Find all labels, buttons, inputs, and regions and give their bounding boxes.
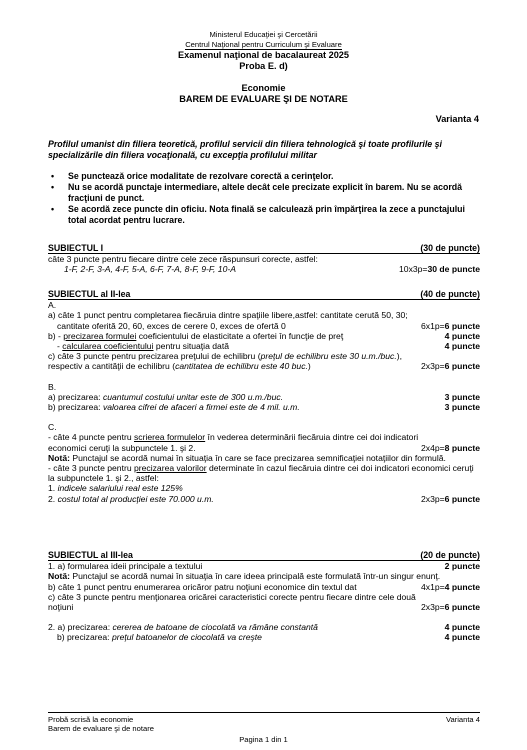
s3-item-c-line1: c) câte 3 puncte pentru menţionarea oricărei caracteristici corecte pentru fiecare dintre cele două [48,591,416,602]
section-3-title: SUBIECTUL al III-lea [48,550,133,560]
s3-item-c-points: 6 puncte [444,602,480,613]
ministry: Ministerul Educaţiei şi Cercetării [209,30,318,39]
part-c-2-calc: 2x4p= [421,442,445,453]
s3-note-text: Punctajul se acordă numai în situaţia în care ideea principală este formulată într-un singur enunţ. [69,571,441,582]
s3-item-2b-points: 4 puncte [444,632,480,643]
s3-item-b: b) câte 1 punct pentru enumerarea oricăror patru noţiuni economice din textul dat [48,581,357,592]
item-c2-italic: cantitatea de echilibru este 40 buc. [175,361,308,372]
section-3-points: (20 de puncte) [420,550,480,560]
section-3 [48,550,480,643]
item-a-line1: a) câte 1 punct pentru completarea fiecăruia dintre spaţiile libere,astfel: cantitate cerută 50, 30; [48,310,408,321]
item-b-rest: coeficientului de elasticitate a ofertei în funcţie de preţ [136,330,344,341]
item-c-calc: 2x3p= [421,361,445,372]
subject: Economie [241,83,286,93]
part-c-4-num: 1. [48,483,58,494]
part-c-2-points: 8 puncte [444,442,480,453]
s3-item-c-line2: noţiuni [48,602,74,613]
section-2-header [48,289,480,300]
s3-item-2b-pre: b) precizarea: [57,632,112,643]
item-b2-prefix: - [57,341,63,352]
part-c-4-italic: indicele salariului real este 125% [57,483,183,494]
s3-item-2b-italic: preţul batoanelor de ciocolată va creşte [111,632,262,643]
section-1-header [48,243,480,254]
section-1-total: 30 de puncte [427,264,480,275]
profile: Profilul umanist din filiera teoretică, profilul servicii din filiera tehnologică şi toate profilurile şi specializările din filiera vocaţională, cu excepţia profilului militar [48,139,442,160]
section-1-calc: 10x3p= [399,264,428,275]
footer-left-1: Probă scrisă la economie [48,715,134,724]
part-b-a-points: 3 puncte [444,391,480,402]
note-text: Punctajul se acordă numai în situaţia în care se face precizarea semnificaţiei notaţiilor din formulă. [69,452,446,463]
item-a-calc: 6x1p= [421,320,445,331]
s3-item-a: 1. a) formularea ideii principale a textului [48,561,203,572]
section-2-title: SUBIECTUL al II-lea [48,289,131,299]
center: Centrul Naţional pentru Curriculum şi Evaluare [185,40,342,49]
part-c-5-calc: 2x3p= [421,493,445,504]
item-b-prefix: b) - [48,330,64,341]
rule-item: • Nu se acordă punctaje intermediare, altele decât cele precizate explicit în barem. Nu se acordă fracţiuni de punct. [48,182,482,204]
variant: Varianta 4 [435,114,479,124]
item-c-italic: preţul de echilibru este 30 u.m./buc. [260,351,397,362]
part-c-5-points: 6 puncte [444,493,480,504]
s3-item-2a-pre: 2. a) precizarea: [48,622,113,633]
section-2 [48,289,480,504]
s3-item-b-calc: 4x1p= [421,581,445,592]
part-b-label: B. [48,381,57,392]
s3-item-b-points: 4 puncte [444,581,480,592]
part-c-label: C. [48,422,57,433]
rule-item: • Se punctează orice modalitate de rezolvare corectă a cerinţelor. [48,171,482,182]
part-b-b-italic: valoarea cifrei de afaceri a firmei este de 4 mil. u.m. [102,402,300,413]
part-c-5-italic: costul total al producţiei este 70.000 u.m. [57,493,214,504]
proba: Proba E. d) [239,61,288,71]
section-1-points: (30 de puncte) [420,243,480,253]
part-c-3-underlined: precizarea valorilor [134,463,207,474]
item-c-pre: c) câte 3 puncte pentru precizarea preţului de echilibru ( [48,351,261,362]
item-a-line2: cantitate oferită 20, 60, exces de cerere 0, exces de ofertă 0 [57,320,286,331]
s3-item-2a-points: 4 puncte [444,622,480,633]
section-1-title: SUBIECTUL I [48,243,104,253]
part-c-1-rest: în vederea determinării fiecăruia dintre cei doi indicatori [205,432,419,443]
part-c-5-num: 2. [48,493,58,504]
item-b2-rest: pentru situaţia dată [153,341,229,352]
item-b-underlined: precizarea formulei [63,330,137,341]
section-3-header [48,550,480,561]
part-c-3-rest: determinate în cazul fiecăruia dintre cei doi indicatori economici ceruţi la subpunctele 1. şi 2., astfel: [48,463,474,484]
item-c-points: 6 puncte [444,361,480,372]
item-a-points: 6 puncte [444,320,480,331]
part-b-b-points: 3 puncte [444,402,480,413]
header [0,30,527,72]
note-label: Notă: [48,452,70,463]
part-c-1-underlined: scrierea formulelor [134,432,206,443]
item-c-post: ), [396,351,402,362]
rule-item: • Se acordă zece puncte din oficiu. Nota finală se calculează prin împărţirea la zece a punctajului total acordat pentru lucrare. [48,204,482,226]
s3-item-c-calc: 2x3p= [421,602,445,613]
item-c2-post: ) [307,361,311,372]
item-b2-points: 4 puncte [444,341,480,352]
footer [48,712,480,733]
s3-item-2a-italic: cererea de batoane de ciocolată va rămâne constantă [112,622,318,633]
title-block [0,83,527,105]
part-b-a-pre: a) precizarea: [48,391,103,402]
exam-title: Examenul naţional de bacalaureat 2025 [177,50,350,60]
part-c-1-pre: - câte 4 puncte pentru [48,432,134,443]
item-b-points: 4 puncte [444,330,480,341]
s3-item-a-points: 2 puncte [444,561,480,572]
barem-title: BAREM DE EVALUARE ŞI DE NOTARE [179,94,348,104]
page-number: Pagina 1 din 1 [239,735,288,744]
section-2-points: (40 de puncte) [420,289,480,299]
footer-left-2: Barem de evaluare şi de notare [48,724,154,733]
rules [48,171,482,226]
part-c-2: economici ceruţi la subpunctele 1. şi 2. [48,442,196,453]
footer-variant: Varianta 4 [445,715,480,724]
item-c2-pre: respectiv a cantităţii de echilibru ( [48,361,176,372]
section-1 [48,243,480,275]
part-c-3-pre: - câte 3 puncte pentru [48,463,134,474]
part-b-b-pre: b) precizarea: [48,402,103,413]
section-1-answers: 1-F, 2-F, 3-A, 4-F, 5-A, 6-F, 7-A, 8-F, 9-F, 10-A [64,264,236,275]
s3-note-label: Notă: [48,571,70,582]
part-b-a-italic: cuantumul costului unitar este de 300 u.m./buc. [102,391,284,402]
part-a-label: A. [48,300,57,311]
section-1-instruction: câte 3 puncte pentru fiecare dintre cele zece răspunsuri corecte, astfel: [48,254,318,265]
item-b2-underlined: calcularea coeficientului [62,341,154,352]
